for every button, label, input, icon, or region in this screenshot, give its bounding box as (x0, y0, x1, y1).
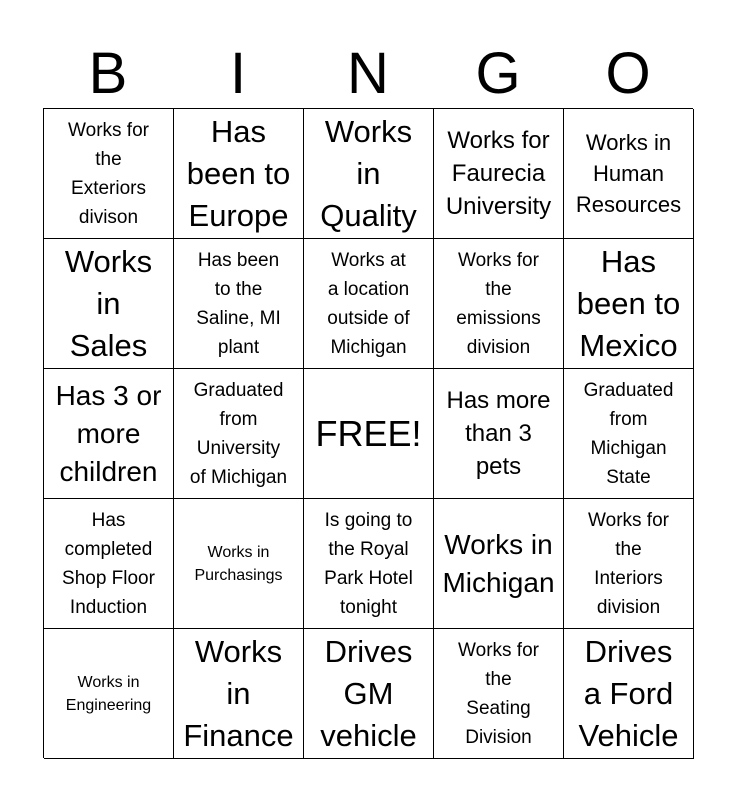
bingo-cell-r3-c4[interactable]: Has more than 3 pets (434, 369, 564, 499)
bingo-cell-r4-c3[interactable]: Is going to the Royal Park Hotel tonight (304, 499, 434, 629)
bingo-cell-r3-c2[interactable]: Graduated from University of Michigan (174, 369, 304, 499)
bingo-cell-r5-c1[interactable]: Works in Engineering (44, 629, 174, 759)
bingo-cell-r5-c4[interactable]: Works for the Seating Division (434, 629, 564, 759)
bingo-cell-r1-c1[interactable]: Works for the Exteriors divison (44, 109, 174, 239)
bingo-cell-r2-c5[interactable]: Has been to Mexico (564, 239, 694, 369)
bingo-cell-r4-c1[interactable]: Has completed Shop Floor Induction (44, 499, 174, 629)
header-letter-n: N (347, 41, 389, 106)
bingo-cell-r2-c3[interactable]: Works at a location outside of Michigan (304, 239, 434, 369)
bingo-cell-r3-c5[interactable]: Graduated from Michigan State (564, 369, 694, 499)
bingo-header (43, 40, 693, 108)
header-letter-o: O (605, 41, 651, 106)
free-space-cell[interactable]: FREE! (304, 369, 434, 499)
header-letter-g: G (475, 41, 521, 106)
header-letter-b: B (88, 41, 128, 106)
bingo-cell-r4-c5[interactable]: Works for the Interiors division (564, 499, 694, 629)
bingo-cell-r2-c1[interactable]: Works in Sales (44, 239, 174, 369)
bingo-cell-r5-c2[interactable]: Works in Finance (174, 629, 304, 759)
bingo-cell-r1-c3[interactable]: Works in Quality (304, 109, 434, 239)
bingo-cell-r1-c2[interactable]: Has been to Europe (174, 109, 304, 239)
bingo-cell-r5-c3[interactable]: Drives GM vehicle (304, 629, 434, 759)
header-letter-i: I (229, 41, 247, 106)
bingo-cell-r4-c4[interactable]: Works in Michigan (434, 499, 564, 629)
bingo-board (43, 108, 693, 758)
bingo-cell-r3-c1[interactable]: Has 3 or more children (44, 369, 174, 499)
bingo-cell-r5-c5[interactable]: Drives a Ford Vehicle (564, 629, 694, 759)
bingo-cell-r4-c2[interactable]: Works in Purchasings (174, 499, 304, 629)
bingo-cell-r1-c4[interactable]: Works for Faurecia University (434, 109, 564, 239)
bingo-cell-r1-c5[interactable]: Works in Human Resources (564, 109, 694, 239)
bingo-cell-r2-c4[interactable]: Works for the emissions division (434, 239, 564, 369)
bingo-cell-r2-c2[interactable]: Has been to the Saline, MI plant (174, 239, 304, 369)
